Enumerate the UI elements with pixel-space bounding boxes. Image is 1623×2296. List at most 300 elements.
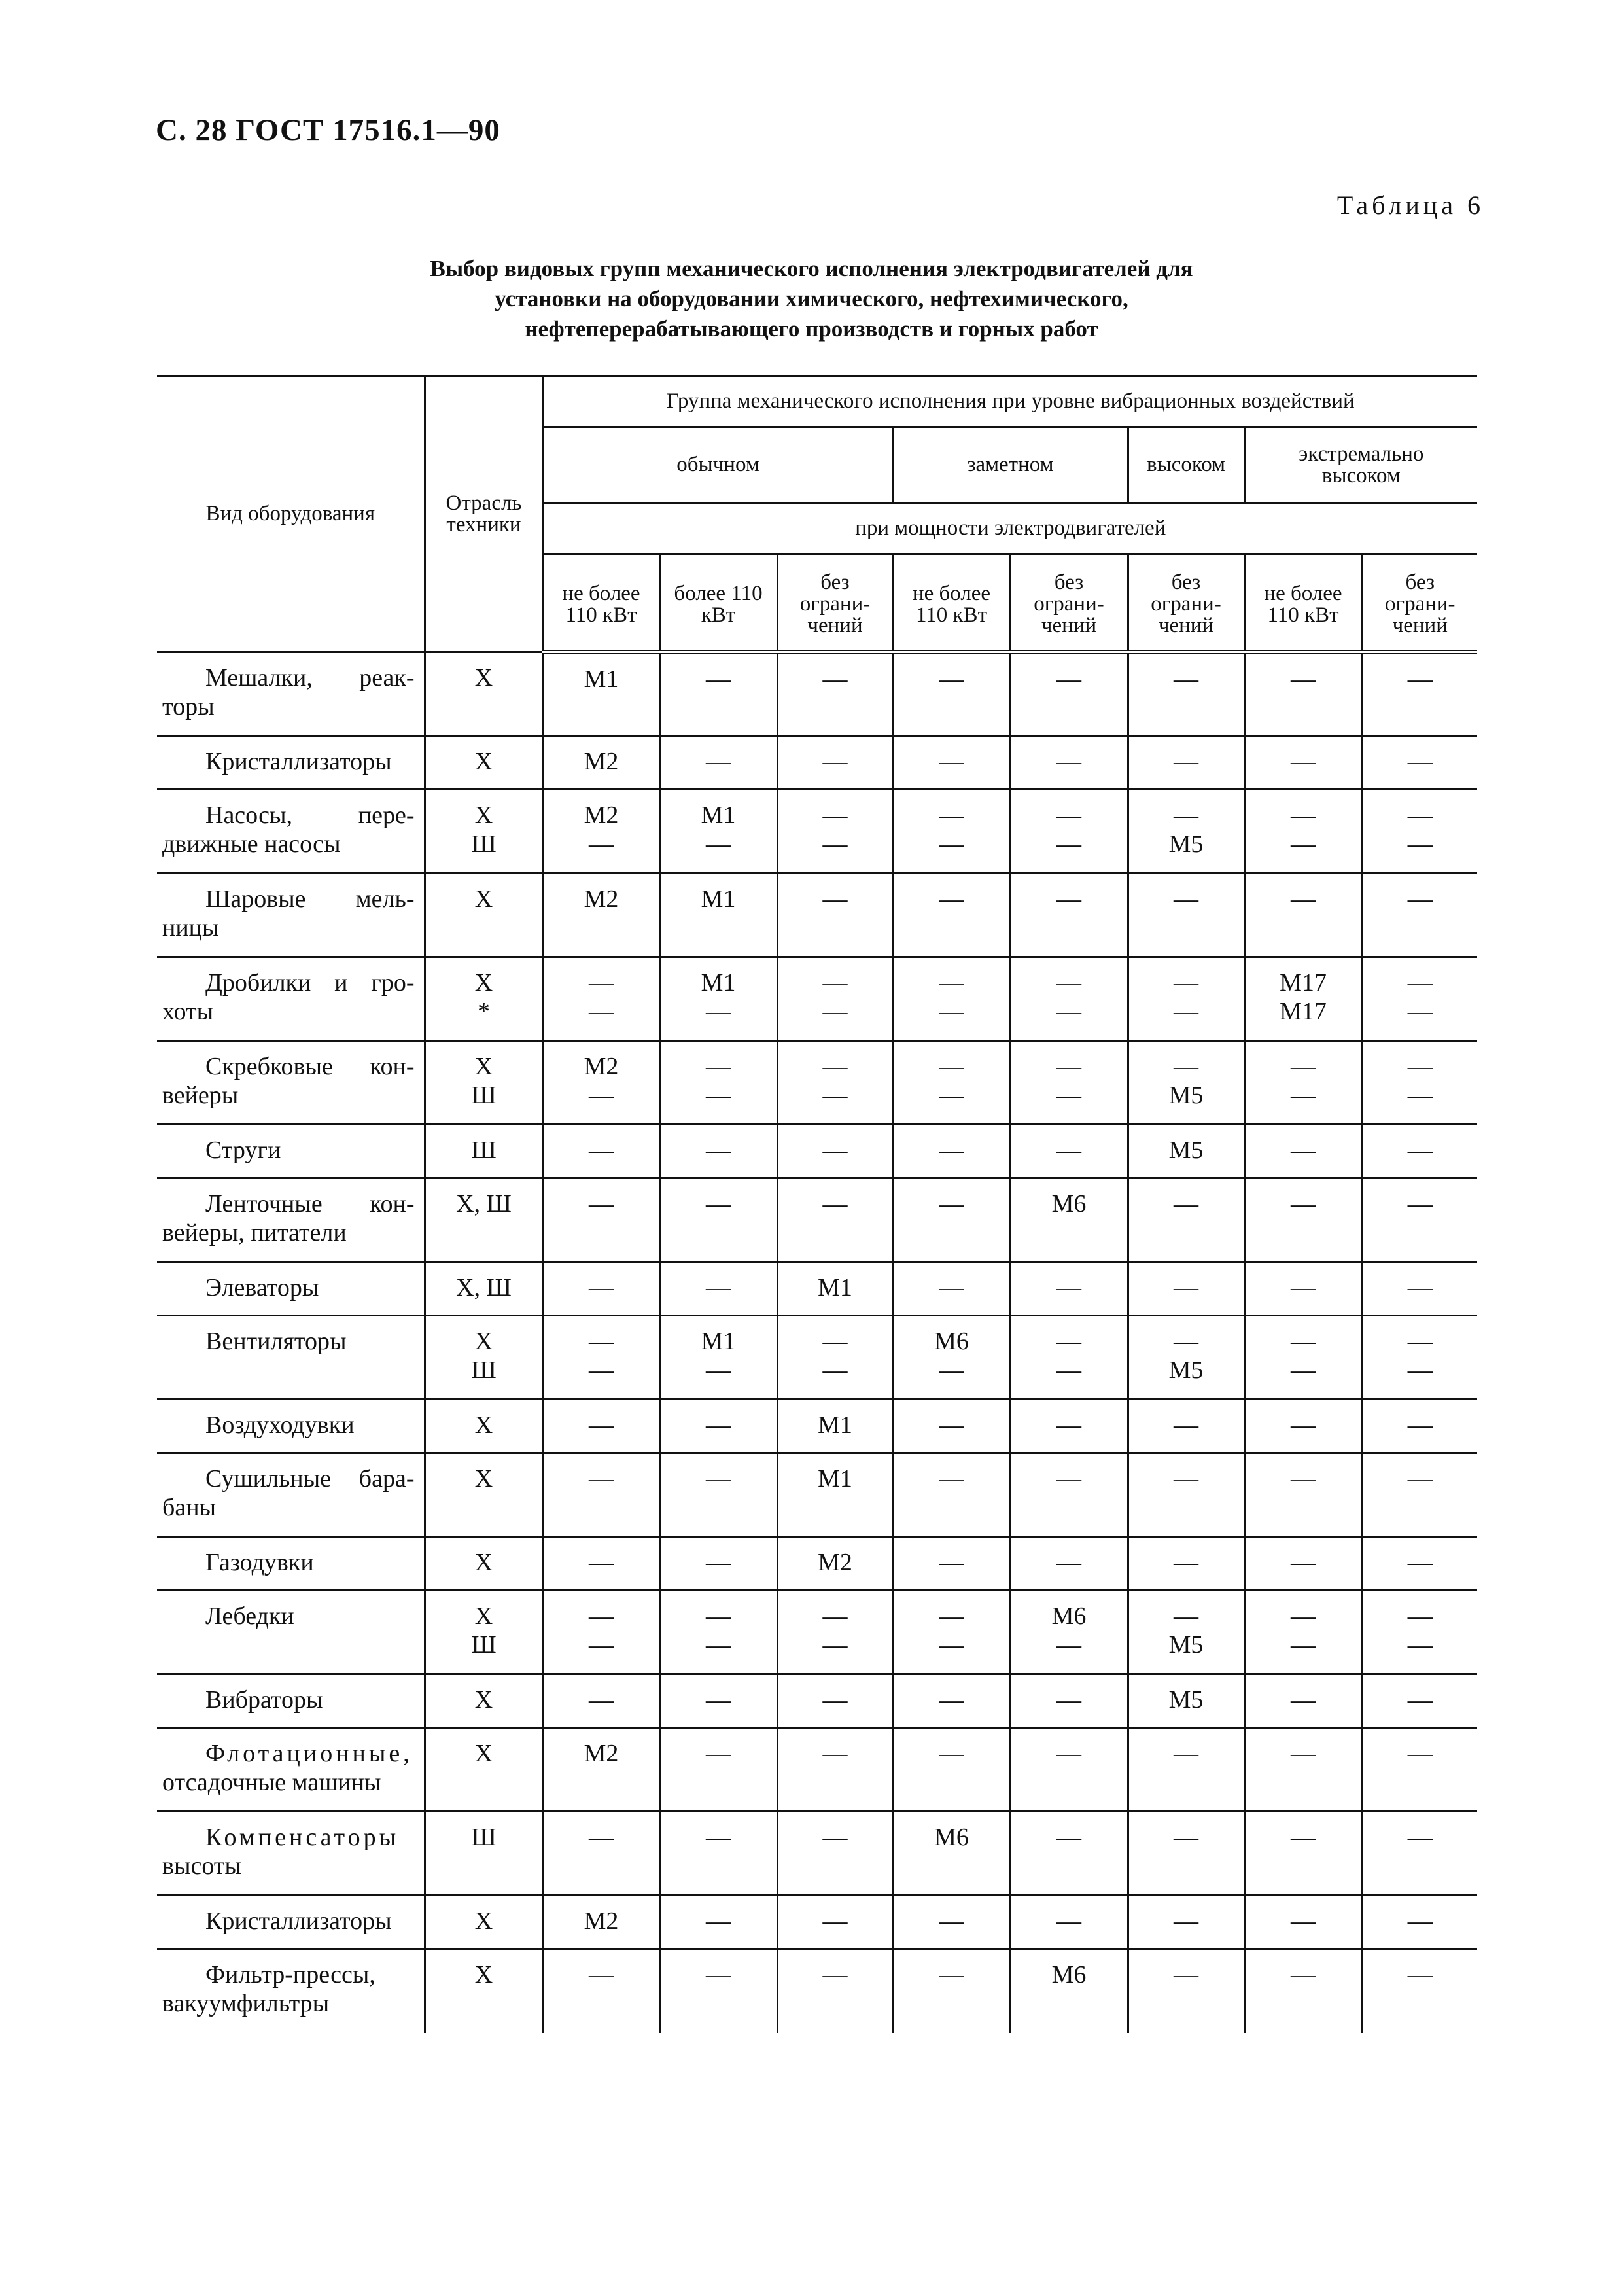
group-cell — [893, 1262, 1010, 1316]
branch-value: Х, Ш — [456, 1274, 512, 1301]
equipment-name-line: Ленточные кон- — [205, 1190, 415, 1218]
group-value: — — [589, 1602, 614, 1630]
group-value: — — [822, 748, 848, 775]
group-cell — [543, 1400, 659, 1453]
group-cell — [1010, 957, 1128, 1041]
group-cell — [1010, 874, 1128, 957]
branch-value: Ш — [471, 1824, 497, 1851]
branch-cell — [425, 1949, 543, 2033]
group-cell — [1010, 1674, 1128, 1728]
header-power-col: не более 110 кВт — [1244, 554, 1362, 652]
group-value: — — [589, 1549, 614, 1576]
group-value: — — [1056, 1549, 1081, 1576]
group-cell — [1128, 1178, 1244, 1262]
header-power: при мощности электродвигателей — [543, 503, 1477, 554]
group-value: — — [1407, 1356, 1433, 1384]
group-cell — [1362, 1728, 1477, 1812]
group-cell — [1244, 1949, 1362, 2033]
equipment-name-line: Сушильные бара- — [205, 1465, 415, 1492]
branch-value: Х — [474, 748, 493, 775]
group-cell — [659, 1812, 777, 1896]
branch-value: Х — [474, 1411, 493, 1439]
branch-value: Ш — [471, 830, 497, 858]
table-title-line: установки на оборудовании химического, нефтехимического, — [495, 286, 1128, 311]
group-value: М6 — [1051, 1961, 1087, 1988]
group-value: — — [1291, 1686, 1316, 1714]
group-value: — — [1407, 1824, 1433, 1851]
group-cell — [1010, 1812, 1128, 1896]
table-title — [0, 254, 1623, 344]
group-cell — [893, 1896, 1010, 1949]
group-value: М1 — [701, 885, 736, 913]
group-cell — [1362, 1896, 1477, 1949]
group-value: — — [1291, 1961, 1316, 1988]
header-power-col: не более 110 кВт — [893, 554, 1010, 652]
equipment-name — [157, 1041, 425, 1125]
branch-cell — [425, 790, 543, 874]
group-cell — [777, 957, 893, 1041]
group-cell — [777, 1453, 893, 1537]
header-equipment: Вид оборудования — [157, 376, 425, 652]
group-value: — — [939, 1549, 964, 1576]
branch-cell — [425, 1316, 543, 1400]
branch-value: Х — [474, 1465, 493, 1492]
group-value: — — [589, 969, 614, 997]
group-cell — [1362, 1453, 1477, 1537]
group-cell — [1010, 1400, 1128, 1453]
group-value: — — [1291, 830, 1316, 858]
group-value: — — [1291, 1082, 1316, 1109]
group-value: — — [939, 1411, 964, 1439]
table-row — [157, 1674, 1477, 1728]
group-cell — [543, 874, 659, 957]
group-cell — [1128, 957, 1244, 1041]
group-cell — [1244, 1812, 1362, 1896]
group-value: — — [939, 1465, 964, 1492]
group-cell — [1362, 1041, 1477, 1125]
branch-value: Ш — [471, 1137, 497, 1164]
group-value: — — [1407, 1190, 1433, 1218]
group-cell — [893, 874, 1010, 957]
group-cell — [893, 652, 1010, 736]
group-value: — — [706, 1053, 731, 1080]
group-value: — — [822, 1190, 848, 1218]
table-row — [157, 790, 1477, 874]
group-cell — [1128, 1537, 1244, 1591]
group-value: — — [589, 1137, 614, 1164]
group-cell — [659, 1178, 777, 1262]
group-cell — [1010, 1728, 1128, 1812]
group-value: М6 — [934, 1328, 969, 1355]
group-value: — — [1174, 748, 1198, 775]
group-value: — — [706, 1082, 731, 1109]
equipment-name-line: Струги — [205, 1137, 281, 1164]
equipment-name-line: вейеры, питатели — [162, 1219, 347, 1246]
group-value: — — [939, 998, 964, 1025]
group-value: — — [822, 1961, 848, 1988]
group-cell — [1362, 1178, 1477, 1262]
group-cell — [893, 1178, 1010, 1262]
group-value: — — [1056, 1274, 1081, 1301]
group-value: М1 — [584, 665, 619, 693]
group-cell — [1244, 1400, 1362, 1453]
group-value: — — [1174, 1411, 1198, 1439]
group-cell — [777, 1400, 893, 1453]
group-value: М2 — [584, 1740, 619, 1767]
equipment-name-line: вейеры — [162, 1082, 239, 1109]
equipment-name-line: баны — [162, 1494, 217, 1521]
group-cell — [1010, 1453, 1128, 1537]
equipment-name — [157, 1316, 425, 1400]
group-value: — — [939, 969, 964, 997]
equipment-name-line: движные насосы — [162, 830, 341, 858]
table-row — [157, 1041, 1477, 1125]
group-value: М1 — [701, 1328, 736, 1355]
branch-cell — [425, 736, 543, 790]
group-value: М1 — [701, 969, 736, 997]
group-value: — — [589, 1356, 614, 1384]
group-value: М6 — [934, 1824, 969, 1851]
group-cell — [543, 1949, 659, 2033]
equipment-name — [157, 1591, 425, 1674]
group-value: М2 — [584, 1907, 619, 1935]
group-value: — — [939, 830, 964, 858]
header-branch: Отрасль техники — [425, 376, 543, 652]
group-cell — [1244, 1591, 1362, 1674]
group-value: — — [706, 1274, 731, 1301]
branch-value: Х — [474, 1549, 493, 1576]
group-value: М2 — [584, 885, 619, 913]
group-value: — — [1056, 665, 1081, 693]
branch-value: Х, Ш — [456, 1190, 512, 1218]
group-value: — — [1056, 1356, 1081, 1384]
branch-value: Ш — [471, 1631, 497, 1659]
group-value: — — [706, 1549, 731, 1576]
group-value: М6 — [1051, 1602, 1087, 1630]
group-value: — — [1291, 1053, 1316, 1080]
group-value: — — [1407, 1465, 1433, 1492]
group-cell — [1244, 1262, 1362, 1316]
table-row — [157, 652, 1477, 736]
group-value: — — [939, 1686, 964, 1714]
group-cell — [777, 1949, 893, 2033]
group-value: — — [1056, 1328, 1081, 1355]
group-value: — — [589, 1411, 614, 1439]
group-cell — [543, 1041, 659, 1125]
equipment-name — [157, 790, 425, 874]
group-value: М5 — [1168, 1082, 1204, 1109]
group-value: — — [1407, 1602, 1433, 1630]
group-value: — — [1174, 1907, 1198, 1935]
group-value: — — [1056, 1740, 1081, 1767]
group-value: — — [1174, 802, 1198, 829]
branch-cell — [425, 1262, 543, 1316]
branch-value: Х — [474, 1602, 493, 1630]
group-value: — — [1174, 998, 1198, 1025]
group-cell — [1128, 1125, 1244, 1178]
group-value: М1 — [818, 1274, 852, 1301]
branch-cell — [425, 1125, 543, 1178]
group-value: — — [589, 998, 614, 1025]
group-value: М5 — [1168, 1686, 1204, 1714]
equipment-name-line: Компенсаторы — [205, 1824, 400, 1851]
group-cell — [1128, 652, 1244, 736]
group-value: — — [939, 1602, 964, 1630]
group-cell — [543, 1537, 659, 1591]
group-value: — — [822, 969, 848, 997]
group-value: — — [1056, 969, 1081, 997]
group-cell — [659, 1591, 777, 1674]
group-value: — — [1407, 1274, 1433, 1301]
group-cell — [543, 736, 659, 790]
group-value: — — [1056, 1053, 1081, 1080]
group-cell — [777, 1537, 893, 1591]
equipment-name-line: вакуумфильтры — [162, 1990, 330, 2017]
group-value: — — [939, 748, 964, 775]
table-row — [157, 957, 1477, 1041]
group-cell — [1128, 1949, 1244, 2033]
group-cell — [1010, 1262, 1128, 1316]
group-value: — — [822, 830, 848, 858]
branch-cell — [425, 1453, 543, 1537]
group-cell — [1244, 1537, 1362, 1591]
group-cell — [777, 736, 893, 790]
group-cell — [659, 1453, 777, 1537]
group-value: — — [939, 1053, 964, 1080]
group-value: — — [939, 1137, 964, 1164]
group-cell — [659, 1728, 777, 1812]
branch-cell — [425, 957, 543, 1041]
group-cell — [1128, 790, 1244, 874]
group-value: — — [1407, 1961, 1433, 1988]
branch-cell — [425, 1537, 543, 1591]
table-number: Таблица 6 — [1336, 190, 1484, 220]
group-cell — [777, 874, 893, 957]
group-value: М5 — [1168, 1137, 1204, 1164]
group-cell — [1362, 957, 1477, 1041]
group-value: М2 — [584, 1053, 619, 1080]
equipment-name-line: Лебедки — [205, 1602, 294, 1630]
group-value: — — [1056, 1907, 1081, 1935]
branch-value: Ш — [471, 1356, 497, 1384]
group-cell — [893, 736, 1010, 790]
group-cell — [543, 1812, 659, 1896]
group-cell — [543, 1316, 659, 1400]
group-value: — — [1407, 1082, 1433, 1109]
equipment-name-line: Кристаллизаторы — [205, 748, 392, 775]
group-cell — [1128, 1316, 1244, 1400]
group-value: — — [1056, 1411, 1081, 1439]
group-cell — [1244, 1178, 1362, 1262]
group-cell — [893, 1591, 1010, 1674]
group-cell — [543, 790, 659, 874]
group-value: — — [1056, 1824, 1081, 1851]
equipment-name-line: Насосы, пере- — [205, 802, 415, 829]
group-cell — [1244, 790, 1362, 874]
group-value: — — [1407, 665, 1433, 693]
group-cell — [1362, 652, 1477, 736]
group-cell — [543, 1453, 659, 1537]
group-value: — — [1174, 1465, 1198, 1492]
group-cell — [893, 790, 1010, 874]
group-value: — — [1056, 885, 1081, 913]
group-value: — — [1291, 1907, 1316, 1935]
branch-cell — [425, 1591, 543, 1674]
group-value: — — [1056, 1631, 1081, 1659]
equipment-name-line: торы — [162, 693, 215, 720]
group-value: — — [706, 1465, 731, 1492]
group-value: — — [589, 1328, 614, 1355]
group-cell — [543, 652, 659, 736]
group-value: — — [1056, 1137, 1081, 1164]
group-value: — — [939, 665, 964, 693]
group-cell — [1244, 1125, 1362, 1178]
group-cell — [1362, 790, 1477, 874]
group-cell — [659, 652, 777, 736]
group-value: — — [1291, 802, 1316, 829]
group-value: М17 — [1280, 998, 1327, 1025]
group-cell — [1362, 1316, 1477, 1400]
equipment-name — [157, 1537, 425, 1591]
branch-value: Х — [474, 1961, 493, 1988]
header-level-normal: обычном — [543, 427, 893, 503]
header-group: Группа механического исполнения при уровне вибрационных воздействий — [543, 376, 1477, 427]
branch-value: Ш — [471, 1082, 497, 1109]
group-value: — — [1174, 665, 1198, 693]
group-value: — — [939, 802, 964, 829]
group-value: — — [822, 998, 848, 1025]
group-cell — [893, 1674, 1010, 1728]
group-value: — — [1407, 1137, 1433, 1164]
group-cell — [1010, 1041, 1128, 1125]
branch-cell — [425, 1674, 543, 1728]
group-value: — — [706, 1907, 731, 1935]
group-value: — — [1056, 802, 1081, 829]
branch-value: Х — [474, 969, 493, 997]
group-cell — [777, 652, 893, 736]
group-value: — — [589, 1465, 614, 1492]
group-value: — — [1291, 1137, 1316, 1164]
group-value: — — [706, 1602, 731, 1630]
group-value: — — [1407, 802, 1433, 829]
group-cell — [1128, 1400, 1244, 1453]
group-value: М1 — [818, 1411, 852, 1439]
group-cell — [659, 736, 777, 790]
group-value: — — [1407, 748, 1433, 775]
group-value: — — [822, 1053, 848, 1080]
equipment-name-line: Фильтр-прессы, — [205, 1961, 375, 1988]
branch-cell — [425, 652, 543, 736]
group-value: — — [706, 665, 731, 693]
group-value: — — [822, 1356, 848, 1384]
group-value: — — [706, 998, 731, 1025]
equipment-name — [157, 1262, 425, 1316]
group-cell — [1128, 1674, 1244, 1728]
group-cell — [1128, 1728, 1244, 1812]
equipment-name-line: отсадочные машины — [162, 1769, 381, 1796]
group-value: М2 — [584, 802, 619, 829]
group-cell — [1010, 1125, 1128, 1178]
group-cell — [1010, 1591, 1128, 1674]
equipment-name-line: высоты — [162, 1852, 241, 1880]
group-cell — [543, 1674, 659, 1728]
group-value: — — [589, 1631, 614, 1659]
equipment-name — [157, 1125, 425, 1178]
group-cell — [1010, 790, 1128, 874]
branch-cell — [425, 1400, 543, 1453]
equipment-name-line: Мешалки, реак- — [205, 664, 415, 692]
equipment-name — [157, 1728, 425, 1812]
group-cell — [1362, 1125, 1477, 1178]
group-value: — — [822, 1328, 848, 1355]
group-value: — — [706, 1686, 731, 1714]
group-value: — — [1291, 1274, 1316, 1301]
group-cell — [543, 1591, 659, 1674]
group-value: — — [1056, 1082, 1081, 1109]
group-value: — — [1291, 1411, 1316, 1439]
group-value: — — [589, 830, 614, 858]
group-value: — — [1174, 885, 1198, 913]
group-cell — [893, 1453, 1010, 1537]
group-cell — [1244, 874, 1362, 957]
group-value: М5 — [1168, 1631, 1204, 1659]
group-cell — [1010, 1178, 1128, 1262]
group-cell — [893, 1812, 1010, 1896]
group-value: М17 — [1280, 969, 1327, 997]
group-value: — — [822, 1082, 848, 1109]
group-value: — — [1291, 1824, 1316, 1851]
table-row — [157, 1400, 1477, 1453]
header-power-col: без ограни-чений — [777, 554, 893, 652]
group-cell — [659, 1262, 777, 1316]
equipment-name — [157, 1453, 425, 1537]
group-cell — [1010, 1949, 1128, 2033]
group-value: М2 — [584, 748, 619, 775]
table-row — [157, 1949, 1477, 2033]
group-value: — — [706, 1824, 731, 1851]
group-value: — — [1407, 1740, 1433, 1767]
group-value: — — [706, 830, 731, 858]
group-value: — — [1174, 1190, 1198, 1218]
group-value: — — [1291, 1465, 1316, 1492]
group-cell — [1010, 736, 1128, 790]
group-value: — — [822, 1740, 848, 1767]
group-value: — — [1407, 1411, 1433, 1439]
group-value: — — [1056, 748, 1081, 775]
branch-value: Х — [474, 885, 493, 913]
group-cell — [893, 1949, 1010, 2033]
group-value: — — [1407, 885, 1433, 913]
group-value: — — [1407, 830, 1433, 858]
group-cell — [1362, 1400, 1477, 1453]
group-value: — — [706, 1631, 731, 1659]
group-value: — — [1174, 1274, 1198, 1301]
group-cell — [543, 957, 659, 1041]
group-cell — [893, 1316, 1010, 1400]
group-value: — — [1291, 748, 1316, 775]
group-cell — [1362, 1674, 1477, 1728]
group-cell — [1362, 1262, 1477, 1316]
page-header: С. 28 ГОСТ 17516.1—90 — [156, 113, 500, 147]
equipment-name-line: Газодувки — [205, 1549, 314, 1576]
equipment-name — [157, 1812, 425, 1896]
group-value: — — [1291, 1190, 1316, 1218]
branch-cell — [425, 1041, 543, 1125]
group-cell — [659, 874, 777, 957]
group-cell — [893, 1728, 1010, 1812]
group-value: — — [1407, 969, 1433, 997]
branch-cell — [425, 1812, 543, 1896]
